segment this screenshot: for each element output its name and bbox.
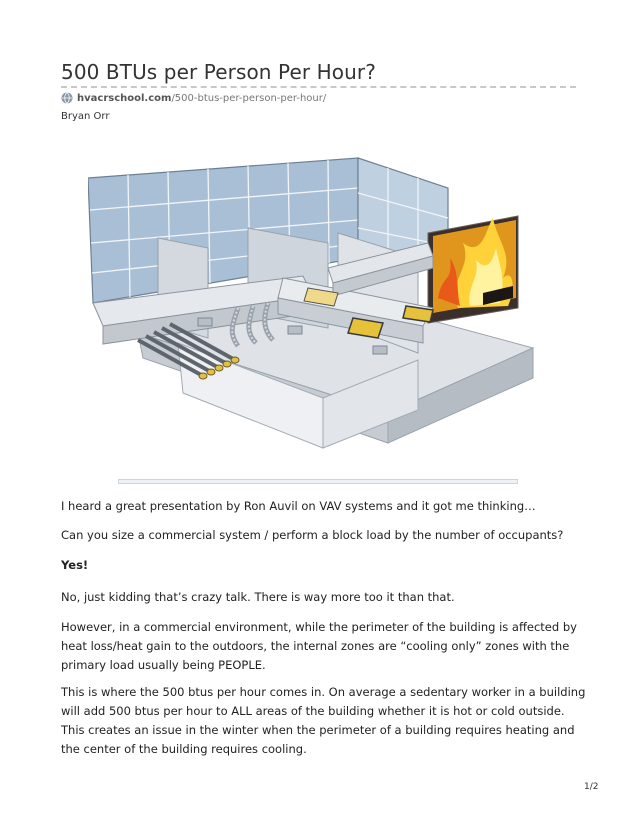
- source-path: /500-btus-per-person-per-hour/: [171, 92, 327, 104]
- paragraph-1: I heard a great presentation by Ron Auvil on VAV systems and it got me thinking…: [61, 499, 536, 513]
- paragraph-4: No, just kidding that’s crazy talk. There is way more too it than that.: [61, 590, 455, 604]
- source-link[interactable]: [61, 91, 326, 105]
- globe-icon: [61, 92, 73, 104]
- title-divider: [61, 86, 576, 88]
- building-hvac-illustration: [88, 148, 543, 488]
- paragraph-6: This is where the 500 btus per hour comes in. On average a sedentary worker in a building will add 500 btus per hour to ALL areas of the building whether it is hot or cold outside. This creates an issue in the winter when the perimeter of a building requires heating and the center of the building requires cooling.: [61, 685, 586, 756]
- author-name: Bryan Orr: [61, 111, 110, 122]
- paragraph-3: Yes!: [61, 558, 89, 572]
- image-scrollbar[interactable]: [118, 479, 518, 484]
- page-number: 1/2: [584, 782, 599, 792]
- source-domain: hvacrschool.com: [77, 92, 172, 104]
- page-title: 500 BTUs per Person Per Hour?: [61, 60, 376, 84]
- paragraph-5: However, in a commercial environment, while the perimeter of the building is affected by heat loss/heat gain to the outdoors, the internal zones are “cooling only” zones with the primary load usually being PEOPLE.: [61, 620, 577, 672]
- paragraph-2: Can you size a commercial system / perform a block load by the number of occupants?: [61, 528, 564, 542]
